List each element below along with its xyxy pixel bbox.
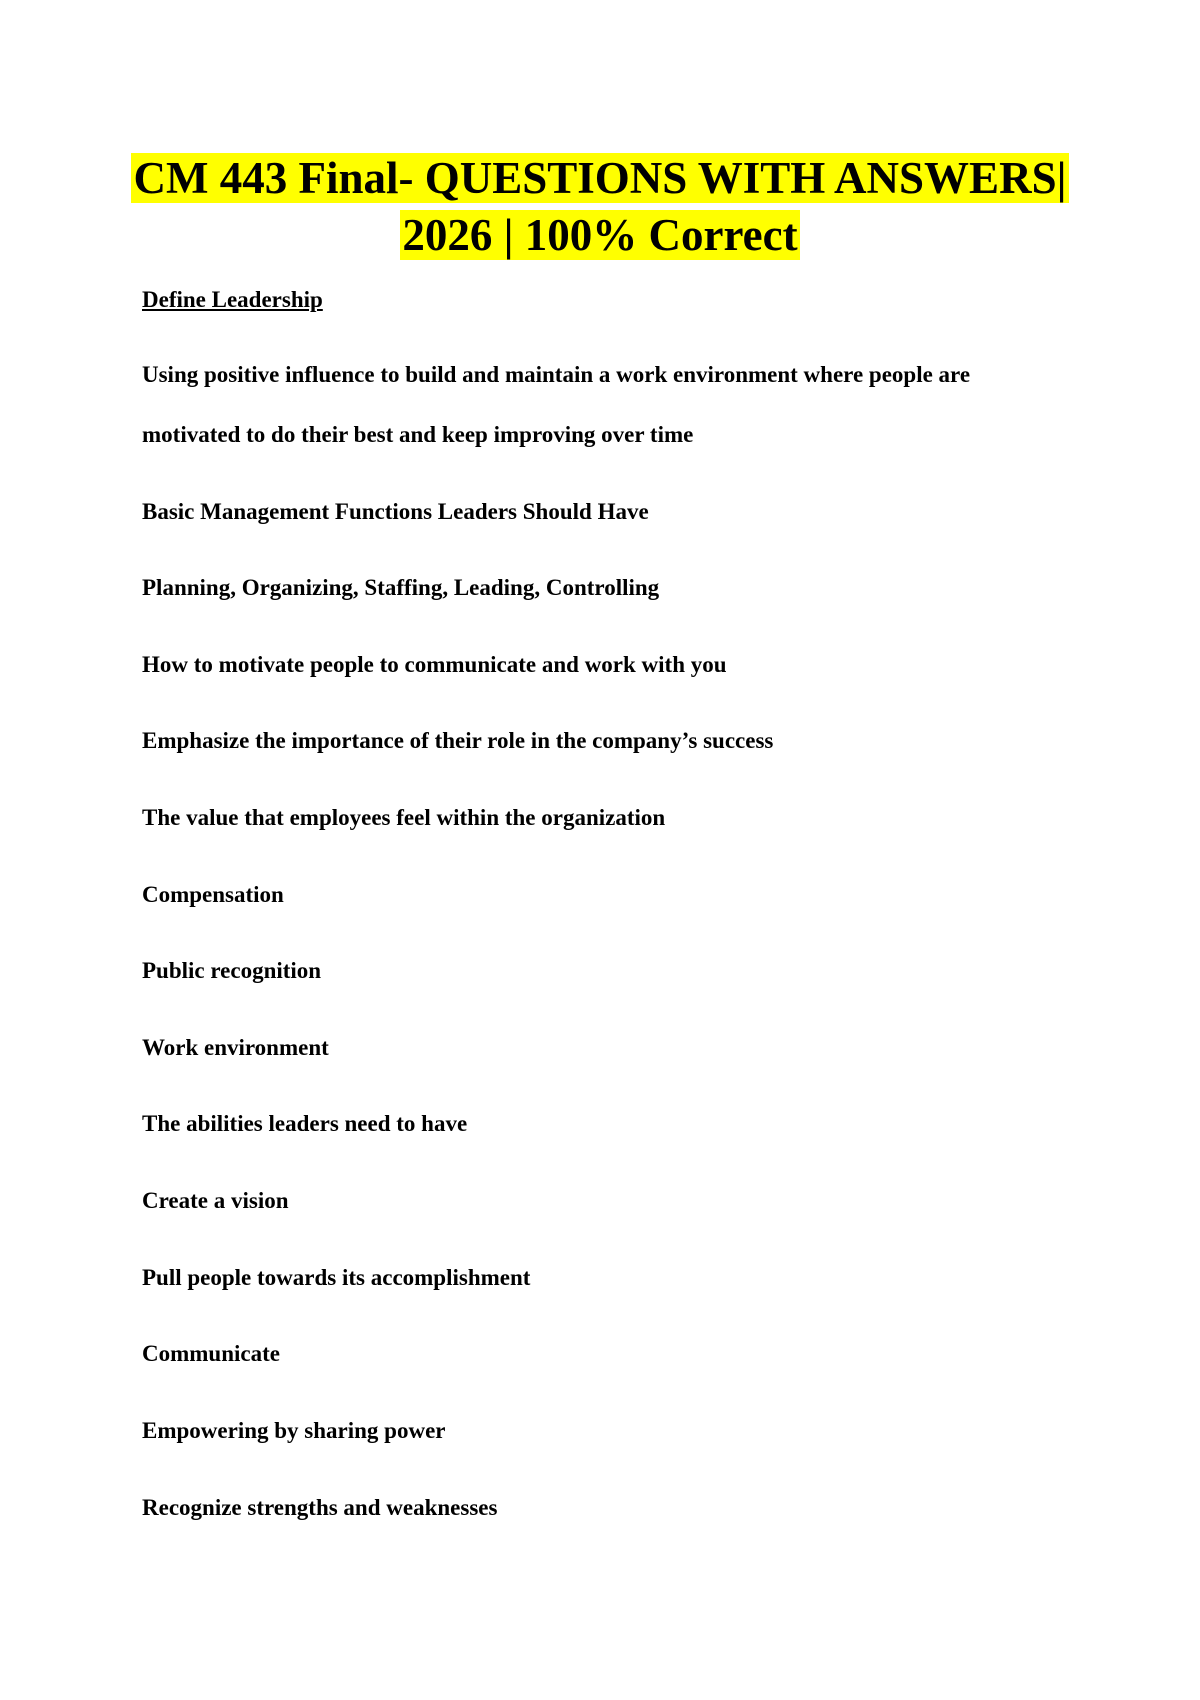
answer-line-2: motivated to do their best and keep improving over time <box>142 422 694 447</box>
title-line-2: 2026 | 100% Correct <box>402 210 798 260</box>
title-line-1: CM 443 Final- QUESTIONS WITH ANSWERS| <box>133 153 1067 203</box>
answer-line: Emphasize the importance of their role in the company’s success <box>142 728 774 753</box>
question-line: The abilities leaders need to have <box>142 1111 468 1136</box>
list-item: Create a vision <box>142 1188 289 1213</box>
list-item: Empowering by sharing power <box>142 1418 446 1443</box>
question-line: Basic Management Functions Leaders Should Have <box>142 499 649 524</box>
list-item: Pull people towards its accomplishment <box>142 1265 531 1290</box>
document-title <box>0 150 1200 264</box>
list-item: Recognize strengths and weaknesses <box>142 1495 498 1520</box>
answer-line-1: Using positive influence to build and maintain a work environment where people are <box>142 362 971 387</box>
question-line: The value that employees feel within the organization <box>142 805 666 830</box>
list-item: Compensation <box>142 882 284 907</box>
question-line: How to motivate people to communicate and work with you <box>142 652 727 677</box>
list-item: Work environment <box>142 1035 329 1060</box>
section-heading: Define Leadership <box>142 287 323 312</box>
answer-line: Planning, Organizing, Staffing, Leading, Controlling <box>142 575 660 600</box>
list-item: Communicate <box>142 1341 280 1366</box>
list-item: Public recognition <box>142 958 322 983</box>
